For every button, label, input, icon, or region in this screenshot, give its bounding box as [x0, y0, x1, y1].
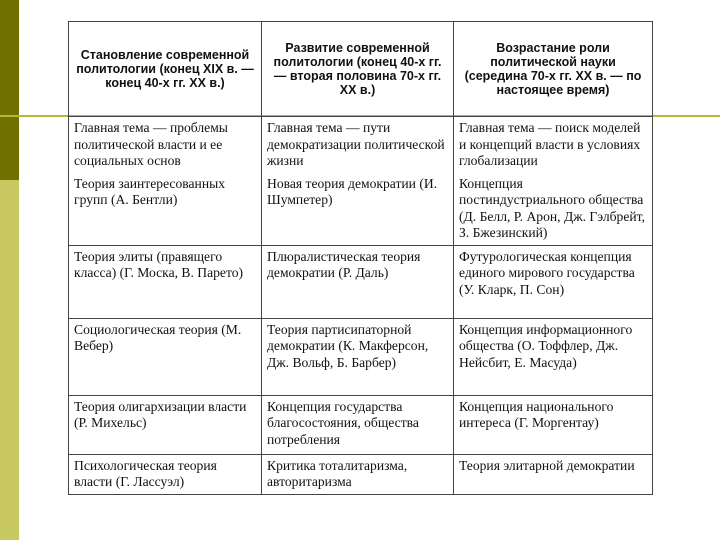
- table-cell: Теория заинтересованных групп (А. Бентли): [69, 173, 262, 246]
- table-row: [69, 454, 653, 494]
- header-period-1: Становление современной политологии (конец XIX в. — конец 40-х гг. XX в.): [69, 22, 262, 117]
- table-cell: Главная тема — проблемы политической власти и ее социальных основ: [69, 117, 262, 173]
- table-row: [69, 173, 653, 246]
- table-cell: Теория олигархизации власти (Р. Михельс): [69, 395, 262, 454]
- table-cell: Главная тема — поиск моделей и концепций власти в условиях глобализации: [454, 117, 653, 173]
- table-cell: Теория партисипаторной демократии (К. Макферсон, Дж. Вольф, Б. Барбер): [262, 318, 454, 395]
- table-row: [69, 245, 653, 318]
- header-period-3: Возрастание роли политической науки (середина 70-х гг. XX в. — по настоящее время): [454, 22, 653, 117]
- table-cell: Критика тоталитаризма, авторитаризма: [262, 454, 454, 494]
- table-cell: Психологическая теория власти (Г. Лассуэл): [69, 454, 262, 494]
- table-cell: Концепция информационного общества (О. Тоффлер, Дж. Нейсбит, Е. Масуда): [454, 318, 653, 395]
- table-cell: Футурологическая концепция единого мирового государства (У. Кларк, П. Сон): [454, 245, 653, 318]
- table-row: [69, 395, 653, 454]
- table-row: [69, 318, 653, 395]
- table-cell: Концепция государства благосостояния, общества потребления: [262, 395, 454, 454]
- table-cell: Концепция постиндустриального общества (Д. Белл, Р. Арон, Дж. Гэлбрейт, З. Бжезинский): [454, 173, 653, 246]
- table-cell: Главная тема — пути демократизации политической жизни: [262, 117, 454, 173]
- header-row: [69, 22, 653, 117]
- table-cell: Новая теория демократии (И. Шумпетер): [262, 173, 454, 246]
- table-cell: Теория элитарной демократии: [454, 454, 653, 494]
- table-cell: Концепция национального интереса (Г. Моргентау): [454, 395, 653, 454]
- header-period-2: Развитие современной политологии (конец 40-х гг. — вторая половина 70-х гг. XX в.): [262, 22, 454, 117]
- table-cell: Плюралистическая теория демократии (Р. Даль): [262, 245, 454, 318]
- politology-periods-table: [68, 21, 653, 495]
- table-cell: Теория элиты (правящего класса) (Г. Моска, В. Парето): [69, 245, 262, 318]
- table-row: [69, 117, 653, 173]
- table-cell: Социологическая теория (М. Вебер): [69, 318, 262, 395]
- side-bar-light: [0, 180, 19, 540]
- side-bar-dark: [0, 0, 19, 180]
